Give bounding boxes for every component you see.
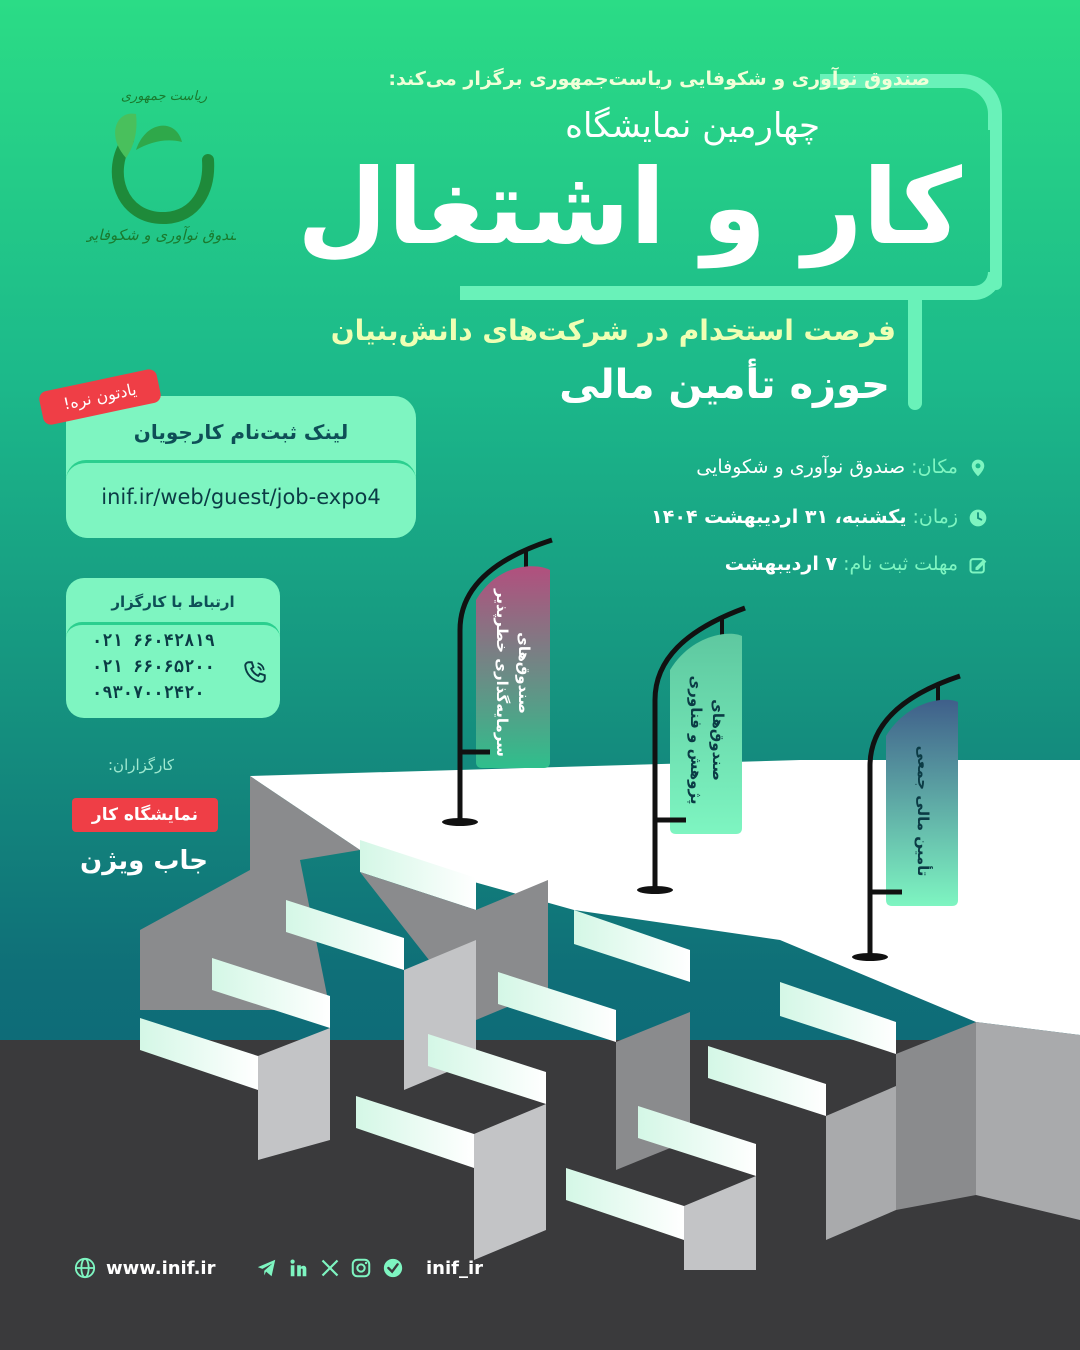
field-text: حوزه تأمین مالی	[559, 362, 890, 408]
website-text: www.inif.ir	[106, 1257, 216, 1279]
organizer-text: صندوق نوآوری و شکوفایی ریاست‌جمهوری برگزار می‌کند:	[388, 68, 930, 90]
phone-number[interactable]: ۰۲۱ ۶۶۰۶۵۲۰۰	[92, 657, 215, 677]
x-icon[interactable]	[320, 1258, 340, 1278]
phone-number[interactable]: ۰۲۱ ۶۶۰۴۲۸۱۹	[92, 631, 215, 651]
instagram-icon[interactable]	[350, 1257, 372, 1279]
logo-bottom-text: صندوق نوآوری و شکوفایی	[86, 226, 236, 244]
time-key: زمان:	[912, 506, 958, 528]
flag-research-line2: پژوهش و فناوری	[687, 675, 705, 805]
flag-research-line1: صندوق‌های	[709, 699, 727, 781]
agent-logo-jobvision: جاب ویژن	[80, 846, 208, 876]
clock-icon	[968, 508, 988, 528]
flag-crowd-line1: تأمین مالی جمعی	[914, 745, 932, 877]
decorative-bracket-side	[990, 120, 1002, 290]
contact-title: ارتباط با کارگزار	[111, 593, 235, 611]
agent-logo-karexpo: نمایشگاه کار	[72, 798, 218, 832]
contact-card	[66, 578, 280, 718]
location-pin-icon	[968, 458, 988, 478]
deadline-key: مهلت ثبت نام:	[843, 553, 958, 575]
deadline-value: ۷ اردیبهشت	[724, 553, 838, 575]
flag-vc-line2: سرمایه‌گذاری خطرپذیر	[493, 589, 511, 757]
decorative-bracket-stem	[908, 290, 922, 410]
flag-vc-label	[477, 580, 549, 766]
phone-number[interactable]: ۰۹۳۰۷۰۰۲۴۲۰	[92, 683, 205, 703]
social-handle: inif_ir	[426, 1257, 484, 1279]
registration-card	[66, 396, 416, 538]
globe-icon	[74, 1257, 96, 1279]
phone-icon	[242, 659, 268, 685]
event-title: کار و اشتغال	[297, 146, 962, 268]
logo-top-text: ریاست جمهوری	[120, 89, 208, 104]
registration-link[interactable]: inif.ir/web/guest/job-expo4	[66, 460, 416, 538]
agents-label: کارگزاران:	[108, 756, 175, 774]
telegram-icon[interactable]	[256, 1257, 278, 1279]
footer-social	[256, 1256, 483, 1280]
flag-research-label	[671, 648, 743, 832]
location-value: صندوق نوآوری و شکوفایی	[696, 456, 906, 478]
linkedin-icon[interactable]	[288, 1257, 310, 1279]
inif-logo	[86, 80, 236, 250]
flag-vc-line1: صندوق‌های	[515, 632, 533, 714]
verified-icon[interactable]	[382, 1257, 404, 1279]
reminder-badge: یادتون نره!	[38, 368, 162, 426]
flag-crowd-label	[887, 716, 959, 906]
offer-text: فرصت استخدام در شرکت‌های دانش‌بنیان	[330, 314, 896, 347]
event-subtitle: چهارمین نمایشگاه	[565, 106, 820, 146]
info-location	[598, 456, 958, 484]
time-value: یکشنبه، ۳۱ اردیبهشت ۱۴۰۴	[651, 506, 907, 528]
contact-phone-list	[66, 622, 280, 718]
footer-website[interactable]	[74, 1256, 215, 1280]
registration-title: لینک ثبت‌نام کارجویان	[133, 420, 349, 444]
location-key: مکان:	[911, 456, 958, 478]
